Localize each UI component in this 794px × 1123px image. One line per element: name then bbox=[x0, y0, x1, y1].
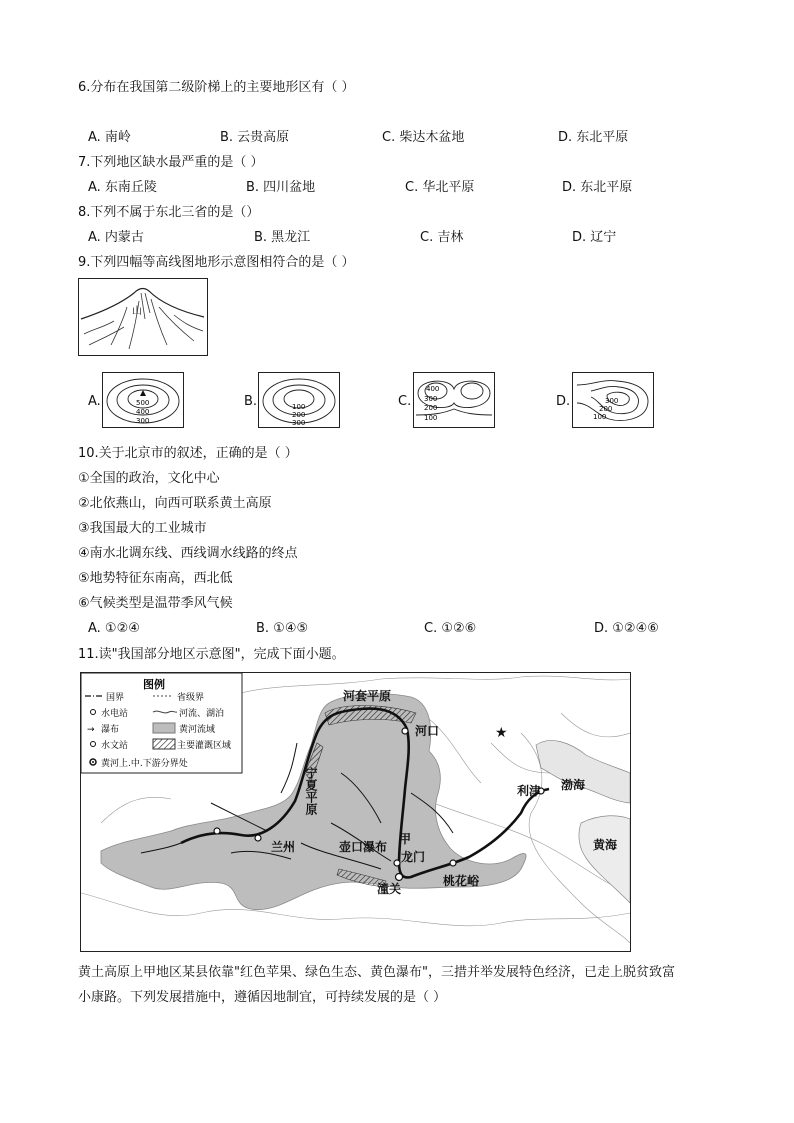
q6-option-c[interactable]: C. 柴达木盆地 bbox=[382, 130, 465, 145]
q10-item-3: ③我国最大的工业城市 bbox=[78, 521, 207, 536]
q6-option-d[interactable]: D. 东北平原 bbox=[558, 130, 629, 145]
q10-item-6: ⑥气候类型是温带季风气候 bbox=[78, 596, 233, 611]
contour-d-label-1: 200 bbox=[599, 405, 613, 413]
yellow-river-map bbox=[80, 672, 631, 952]
q8-stem: 8.下列不属于东北三省的是（） bbox=[78, 205, 260, 220]
q6-stem: 6.分布在我国第二级阶梯上的主要地形区有（ ） bbox=[78, 80, 355, 95]
legend-title: 图例 bbox=[143, 678, 165, 691]
legend-guojie: 国界 bbox=[106, 693, 125, 703]
longmen-marker-icon bbox=[394, 860, 400, 866]
legend-guangai: 主要灌溉区域 bbox=[177, 741, 232, 751]
q8-option-a[interactable]: A. 内蒙古 bbox=[88, 230, 144, 245]
contour-b-label-0: 100 bbox=[292, 403, 306, 411]
contour-a-label-0: 500 bbox=[136, 399, 150, 407]
q9-option-c[interactable]: C. bbox=[398, 394, 412, 409]
label-longmen: 龙门 bbox=[401, 850, 426, 864]
q7-option-d[interactable]: D. 东北平原 bbox=[562, 180, 633, 195]
label-hukou: 壶口瀑布 bbox=[339, 840, 388, 854]
q10-item-1: ①全国的政治，文化中心 bbox=[78, 471, 220, 486]
label-lanzhou: 兰州 bbox=[271, 840, 296, 854]
legend-shuiwenzhan: 水文站 bbox=[101, 741, 129, 751]
q11-passage-line2: 小康路。下列发展措施中，遵循因地制宜，可持续发展的是（ ） bbox=[78, 990, 447, 1005]
q7-option-a[interactable]: A. 东南丘陵 bbox=[88, 180, 157, 195]
label-hetao: 河套平原 bbox=[343, 689, 392, 703]
legend-shengji: 省级界 bbox=[177, 693, 205, 703]
star-icon: ★ bbox=[495, 725, 508, 741]
contour-c-label-0: 400 bbox=[426, 385, 440, 393]
label-huanghai: 黄海 bbox=[593, 838, 618, 852]
label-tongguan: 潼关 bbox=[377, 882, 402, 896]
q10-item-4: ④南水北调东线、西线调水线路的终点 bbox=[78, 546, 298, 561]
contour-d-label-2: 100 bbox=[593, 413, 607, 421]
q10-option-b[interactable]: B. ①④⑤ bbox=[256, 621, 309, 636]
q10-item-5: ⑤地势特征东南高，西北低 bbox=[78, 571, 233, 586]
contour-b-label-2: 300 bbox=[292, 419, 306, 427]
legend-heliu: 河流、湖泊 bbox=[179, 709, 225, 719]
label-jia: 甲 bbox=[399, 832, 412, 846]
contour-map-b bbox=[258, 372, 340, 428]
mountain-sketch bbox=[78, 278, 208, 356]
q11-passage-line1: 黄土高原上甲地区某县依靠"红色苹果、绿色生态、黄色瀑布"，三措并举发展特色经济，已走上脱贫致富 bbox=[78, 965, 675, 980]
contour-d-label-0: 300 bbox=[605, 397, 619, 405]
legend-shuidianzhan: 水电站 bbox=[101, 709, 129, 719]
q7-stem: 7.下列地区缺水最严重的是（ ） bbox=[78, 155, 264, 170]
label-ningxia: 宁夏平原 bbox=[304, 767, 318, 815]
q6-option-b[interactable]: B. 云贵高原 bbox=[220, 130, 290, 145]
contour-a-label-1: 400 bbox=[136, 408, 150, 416]
taohuayu-marker-icon bbox=[450, 860, 456, 866]
q9-option-b[interactable]: B. bbox=[244, 394, 258, 409]
mountain-label: 山 bbox=[132, 306, 142, 317]
label-hekou: 河口 bbox=[415, 724, 440, 738]
hekou-marker-icon bbox=[402, 728, 408, 734]
bohai-sea bbox=[536, 740, 630, 803]
q9-stem: 9.下列四幅等高线图地形示意图相符合的是（ ） bbox=[78, 255, 355, 270]
contour-map-c bbox=[413, 372, 495, 428]
q10-option-c[interactable]: C. ①②⑥ bbox=[424, 621, 477, 636]
q11-stem: 11.读"我国部分地区示意图"，完成下面小题。 bbox=[78, 647, 345, 662]
tongguan-marker-icon bbox=[396, 874, 403, 881]
map-legend bbox=[81, 673, 242, 773]
q10-option-a[interactable]: A. ①②④ bbox=[88, 621, 140, 636]
legend-huanghe-liuyu: 黄河流域 bbox=[179, 725, 216, 735]
q8-option-d[interactable]: D. 辽宁 bbox=[572, 230, 617, 245]
q8-option-c[interactable]: C. 吉林 bbox=[420, 230, 464, 245]
q10-item-2: ②北依燕山，向西可联系黄土高原 bbox=[78, 496, 272, 511]
q6-option-a[interactable]: A. 南岭 bbox=[88, 130, 131, 145]
yellow-sea bbox=[579, 816, 630, 903]
legend-fenjie: 黄河上.中.下游分界处 bbox=[101, 759, 188, 769]
q7-option-c[interactable]: C. 华北平原 bbox=[405, 180, 475, 195]
q8-option-b[interactable]: B. 黑龙江 bbox=[254, 230, 311, 245]
q10-option-d[interactable]: D. ①②④⑥ bbox=[594, 621, 659, 636]
label-taohuayu: 桃花峪 bbox=[443, 874, 480, 888]
hydro-station-icon bbox=[214, 828, 220, 834]
q9-option-d[interactable]: D. bbox=[556, 394, 571, 409]
label-lijin: 利津 bbox=[517, 784, 542, 798]
peak-triangle-icon bbox=[140, 390, 146, 396]
q7-option-b[interactable]: B. 四川盆地 bbox=[246, 180, 316, 195]
contour-a-label-2: 300 bbox=[136, 417, 150, 425]
contour-map-a bbox=[102, 372, 184, 428]
q10-stem: 10.关于北京市的叙述，正确的是（ ） bbox=[78, 446, 298, 461]
contour-c-label-3: 100 bbox=[424, 414, 438, 422]
q9-option-a[interactable]: A. bbox=[88, 394, 101, 409]
svg-text:→: → bbox=[87, 725, 95, 735]
contour-map-d bbox=[572, 372, 654, 428]
contour-c-label-2: 200 bbox=[424, 404, 438, 412]
label-bohai: 渤海 bbox=[561, 778, 586, 792]
legend-pubu: 瀑布 bbox=[101, 725, 120, 735]
contour-b-label-1: 200 bbox=[292, 411, 306, 419]
contour-c-label-1: 300 bbox=[424, 395, 438, 403]
hydro-station-icon bbox=[255, 835, 261, 841]
